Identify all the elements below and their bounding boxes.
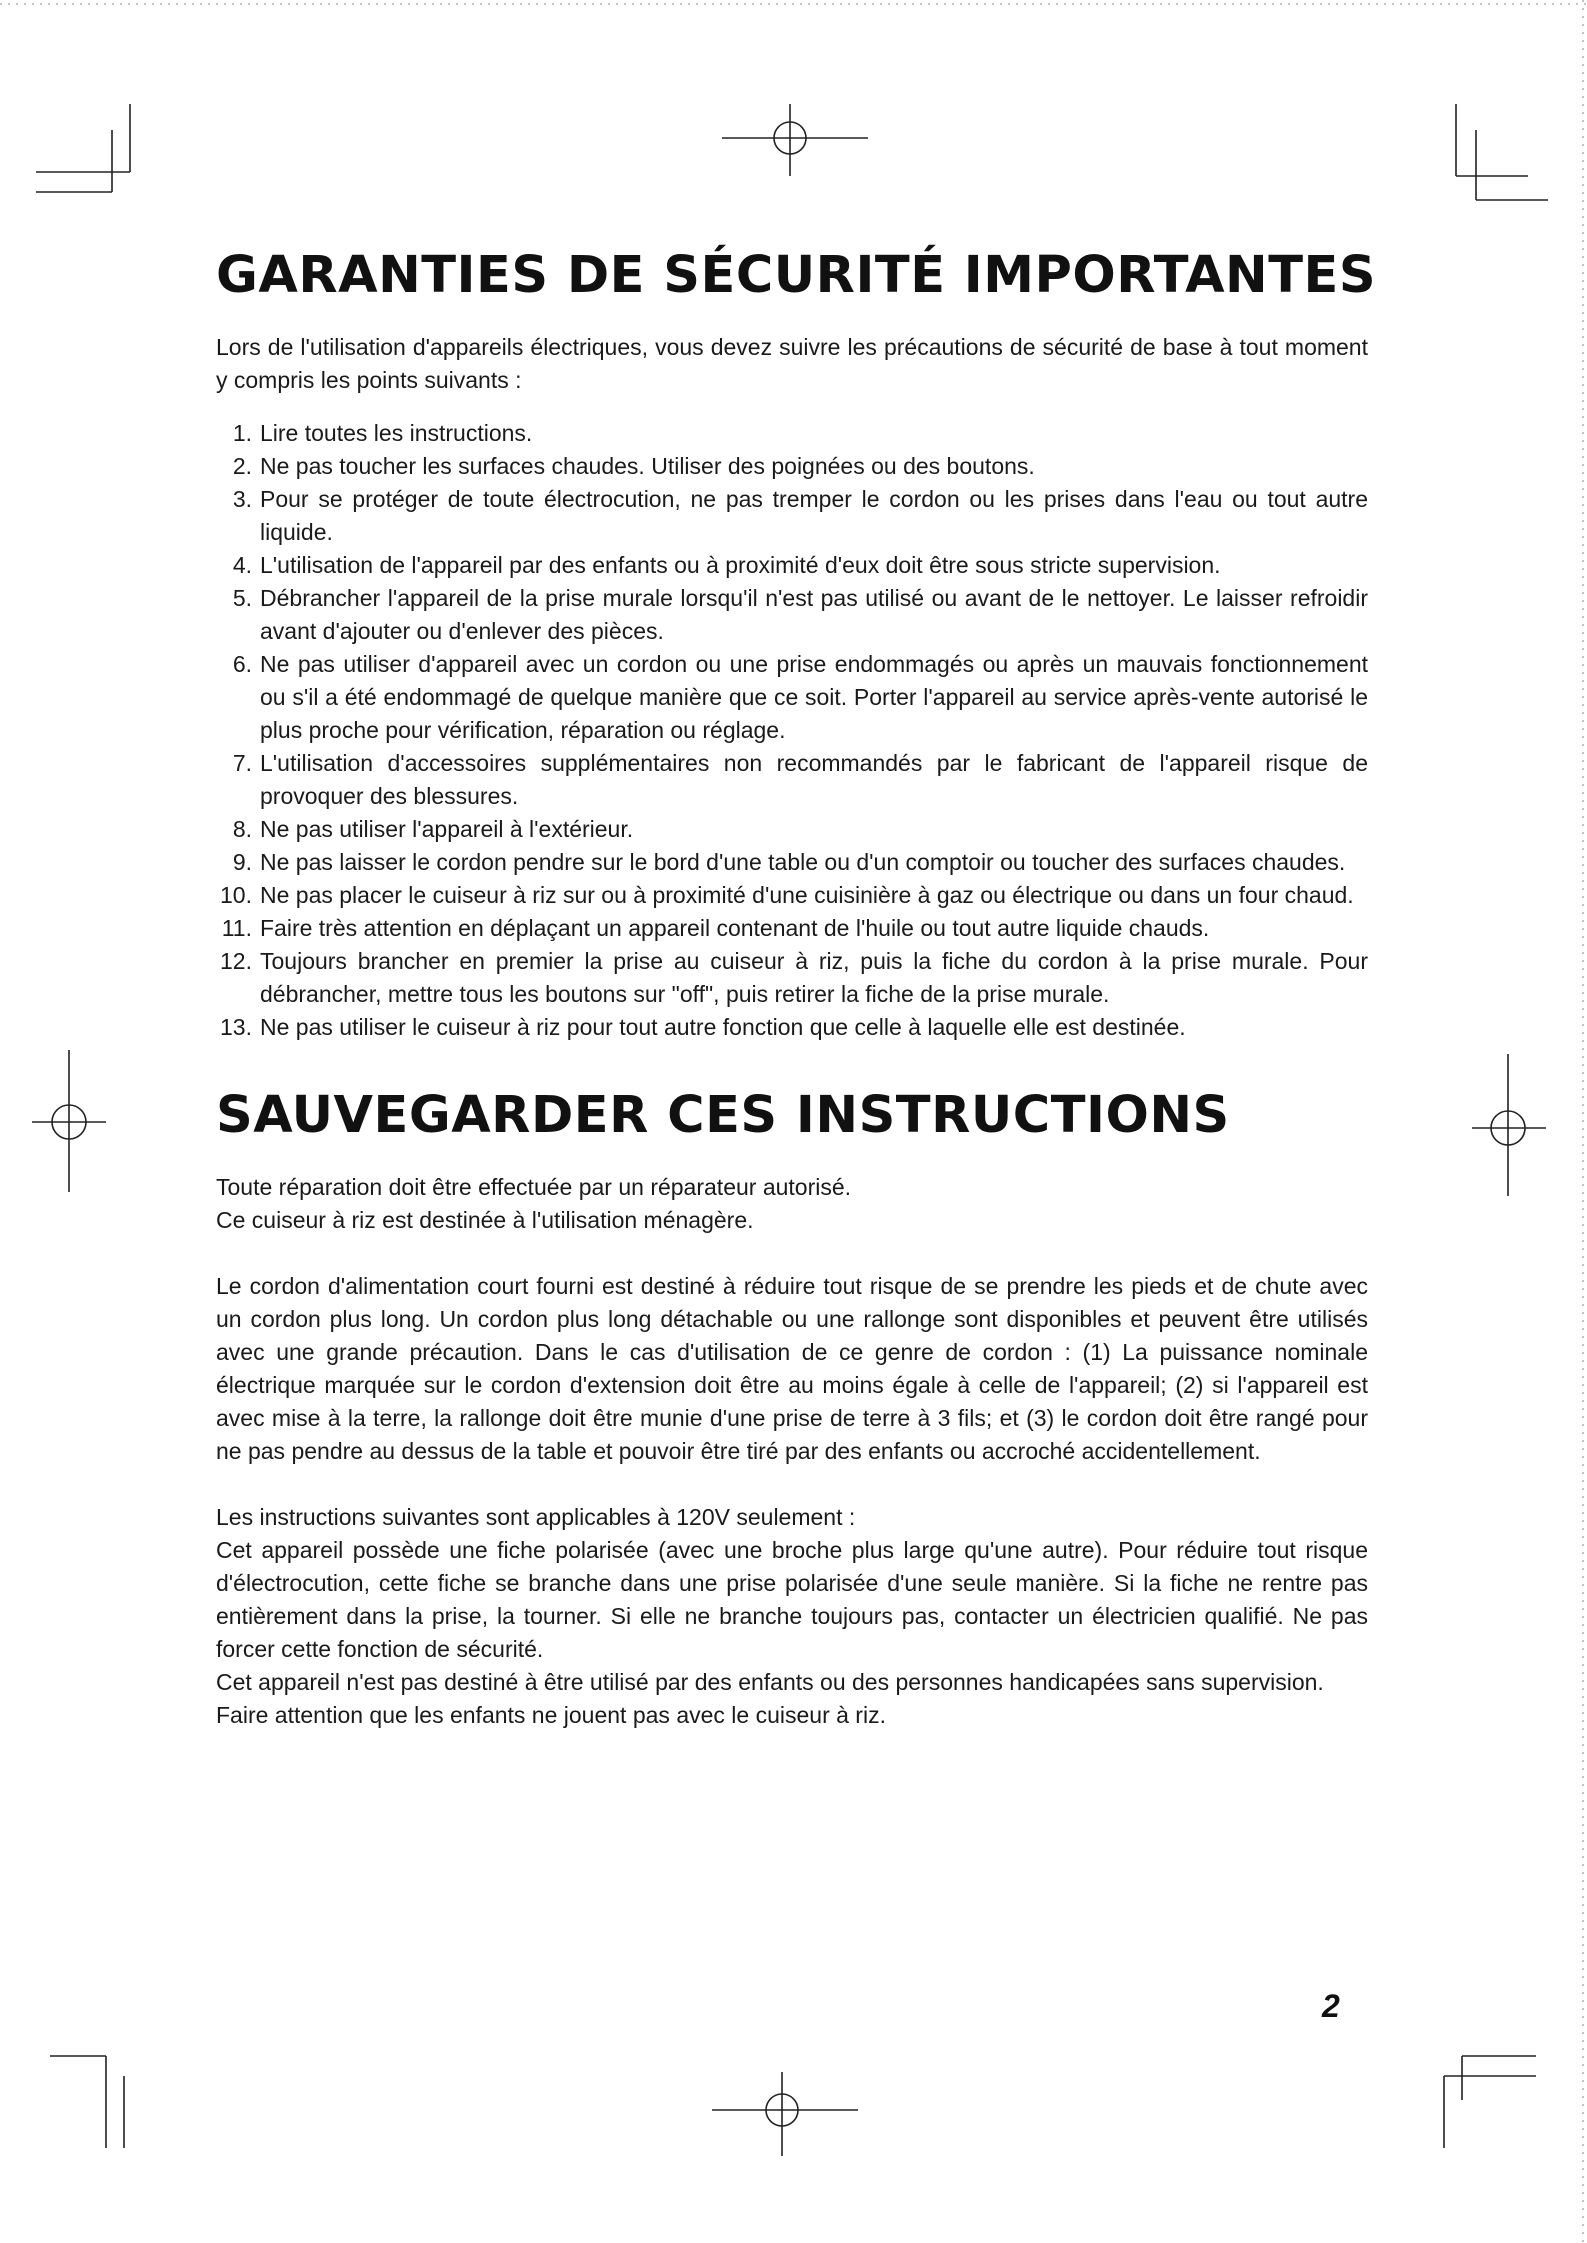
item-text: Ne pas utiliser d'appareil avec un cordon ou une prise endommagés ou après un mauvais fonctionnement ou s'il a été endommagé de quelque manière que ce soit. Porter l'appareil au service après-vente autorisé le plus proche pour vérification, réparation ou réglage. [260,651,1368,743]
item-text: Ne pas toucher les surfaces chaudes. Utiliser des poignées ou des boutons. [260,453,1035,479]
supervision-paragraph: Cet appareil n'est pas destiné à être utilisé par des enfants ou des personnes handicapées sans supervision. [216,1669,1324,1695]
item-number: 6. [232,651,252,677]
item-number: 11. [221,915,252,941]
list-item [216,912,1368,945]
list-item [216,648,1368,747]
section-title-save-instructions: SAUVEGARDER CES INSTRUCTIONS [216,1086,1230,1145]
item-number: 10. [220,882,252,908]
safety-instructions-list [216,417,1368,1044]
item-text: Pour se protéger de toute électrocution, ne pas tremper le cordon ou les prises dans l'eau ou tout autre liquide. [260,486,1368,545]
item-number: 7. [232,750,252,776]
item-number: 9. [232,849,252,875]
item-text: Débrancher l'appareil de la prise murale lorsqu'il n'est pas utilisé ou avant de le nettoyer. Le laisser refroidir avant d'ajouter ou d'enlever des pièces. [260,585,1368,644]
item-text: Faire très attention en déplaçant un appareil contenant de l'huile ou tout autre liquide chauds. [260,915,1210,941]
list-item [216,549,1368,582]
list-item [216,813,1368,846]
item-number: 13. [220,1014,252,1040]
list-item [216,747,1368,813]
repair-notice: Toute réparation doit être effectuée par un réparateur autorisé. [216,1174,852,1200]
list-item [216,846,1368,879]
list-item [216,417,1368,450]
item-text: Lire toutes les instructions. [260,420,533,446]
item-text: Toujours brancher en premier la prise au cuiseur à riz, puis la fiche du cordon à la prise murale. Pour débrancher, mettre tous les boutons sur "off", puis retirer la fiche de la prise murale. [260,948,1368,1007]
item-text: Ne pas utiliser le cuiseur à riz pour tout autre fonction que celle à laquelle elle est destinée. [260,1014,1186,1040]
item-text: L'utilisation d'accessoires supplémentaires non recommandés par le fabricant de l'appareil risque de provoquer des blessures. [260,750,1368,809]
item-number: 8. [232,816,252,842]
item-number: 1. [232,420,252,446]
item-number: 3. [232,486,252,512]
list-item [216,945,1368,1011]
list-item [216,483,1368,549]
intro-paragraph: Lors de l'utilisation d'appareils électriques, vous devez suivre les précautions de sécurité de base à tout moment y compris les points suivants : [216,334,1368,393]
item-number: 12. [220,948,252,974]
item-number: 5. [232,585,252,611]
household-use-notice: Ce cuiseur à riz est destinée à l'utilisation ménagère. [216,1207,754,1233]
section-title-safeguards: GARANTIES DE SÉCURITÉ IMPORTANTES [216,246,1377,305]
children-warning: Faire attention que les enfants ne jouent pas avec le cuiseur à riz. [216,1702,886,1728]
item-number: 2. [232,453,252,479]
list-item [216,450,1368,483]
item-number: 4. [232,552,252,578]
voltage-heading: Les instructions suivantes sont applicables à 120V seulement : [216,1504,856,1530]
item-text: L'utilisation de l'appareil par des enfants ou à proximité d'eux doit être sous stricte supervision. [260,552,1221,578]
item-text: Ne pas laisser le cordon pendre sur le bord d'une table ou d'un comptoir ou toucher des surfaces chaudes. [260,849,1346,875]
list-item [216,582,1368,648]
page-content [216,246,1377,1732]
list-item [216,1011,1368,1044]
item-text: Ne pas utiliser l'appareil à l'extérieur. [260,816,634,842]
polarized-plug-paragraph: Cet appareil possède une fiche polarisée (avec une broche plus large qu'une autre). Pour réduire tout risque d'électrocution, cette fiche se branche dans une prise polarisée d'une seule manière. Si la fiche ne rentre pas entièrement dans la prise, la tourner. Si elle ne branche toujours pas, contacter un électricien qualifié. Ne pas forcer cette fonction de sécurité. [216,1537,1368,1662]
page-number: 2 [1322,1988,1340,2024]
list-item [216,879,1368,912]
power-cord-paragraph: Le cordon d'alimentation court fourni est destiné à réduire tout risque de se prendre les pieds et de chute avec un cordon plus long. Un cordon plus long détachable ou une rallonge sont disponibles et peuvent être utilisés avec une grande précaution. Dans le cas d'utilisation de ce genre de cordon : (1) La puissance nominale électrique marquée sur le cordon d'extension doit être au moins égale à celle de l'appareil; (2) si l'appareil est avec mise à la terre, la rallonge doit être munie d'une prise de terre à 3 fils; et (3) le cordon doit être rangé pour ne pas pendre au dessus de la table et pouvoir être tiré par des enfants ou accroché accidentellement. [216,1273,1368,1464]
item-text: Ne pas placer le cuiseur à riz sur ou à proximité d'une cuisinière à gaz ou électrique ou dans un four chaud. [260,882,1354,908]
